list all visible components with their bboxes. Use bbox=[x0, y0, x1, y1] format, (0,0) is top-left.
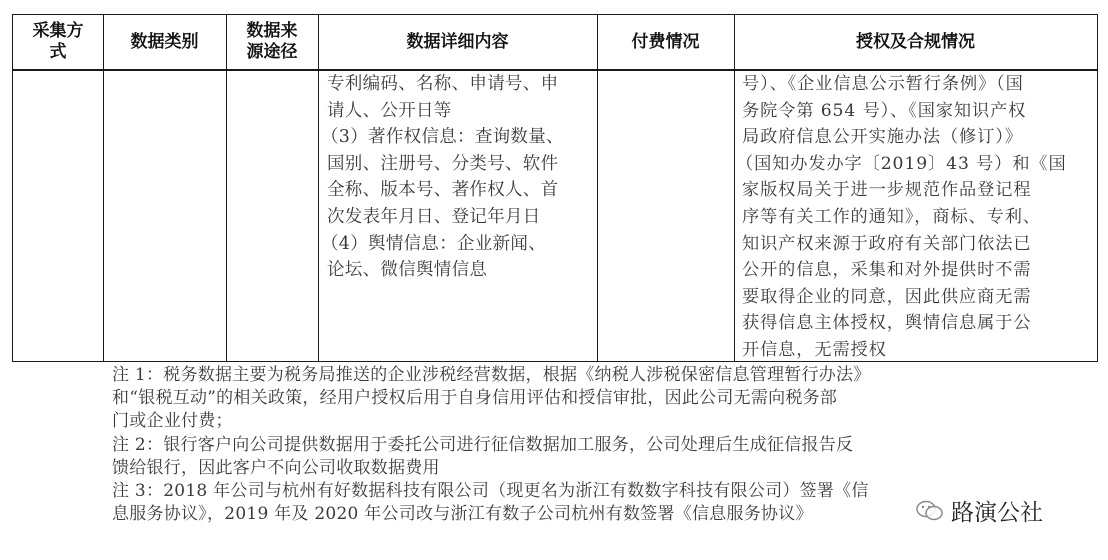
text-line: 要取得企业的同意，因此供应商无需 bbox=[742, 286, 1032, 307]
cell-data-details bbox=[321, 71, 597, 284]
header-collection-method: 采集方 式 bbox=[32, 21, 84, 62]
header-data-category: 数据类别 bbox=[130, 31, 199, 52]
text-line: 开信息，无需授权 bbox=[742, 339, 887, 360]
header-data-details: 数据详细内容 bbox=[406, 31, 509, 52]
note-3-line: 注 3：2018 年公司与杭州有好数据科技有限公司（现更名为浙江有数数字科技有限公司）签署《信 bbox=[112, 481, 869, 502]
text-line: （国知办发办字〔2019〕43 号）和《国 bbox=[736, 153, 1067, 174]
wechat-icon bbox=[915, 499, 945, 523]
text-line: 序等有关工作的通知》，商标、专利、 bbox=[742, 206, 1041, 227]
note-2-line: 馈给银行，因此客户不向公司收取数据费用 bbox=[112, 457, 440, 478]
text-line: 请人、公开日等 bbox=[327, 100, 452, 121]
text-line: 务院令第 654 号）、《国家知识产权 bbox=[742, 100, 1027, 121]
text-line: 公开的信息，采集和对外提供时不需 bbox=[742, 260, 1032, 281]
note-2-line: 注 2：银行客户向公司提供数据用于委托公司进行征信数据加工服务，公司处理后生成征信报告反 bbox=[112, 434, 854, 455]
watermark bbox=[915, 494, 1043, 527]
text-line: 全称、版本号、著作权人、首 bbox=[327, 180, 559, 201]
table-notes bbox=[112, 364, 870, 526]
text-line: （3）著作权信息：查询数量、 bbox=[321, 127, 564, 148]
text-line: 次发表年月日、登记年月日 bbox=[327, 206, 541, 227]
text-line: 论坛、微信舆情信息 bbox=[327, 260, 488, 281]
header-authorization-compliance: 授权及合规情况 bbox=[856, 31, 975, 52]
note-1-line: 注 1：税务数据主要为税务局推送的企业涉税经营数据，根据《纳税人涉税保密信息管理暂行办法》 bbox=[112, 365, 871, 385]
text-line: 获得信息主体授权，舆情信息属于公 bbox=[742, 313, 1032, 334]
note-1-line: 门或企业付费； bbox=[112, 411, 233, 432]
text-line: 知识产权来源于政府有关部门依法已 bbox=[742, 233, 1032, 254]
text-line: 专利编码、名称、申请号、申 bbox=[327, 74, 559, 94]
text-line: 家版权局关于进一步规范作品登记程 bbox=[742, 180, 1032, 201]
watermark-text: 路演公社 bbox=[951, 500, 1043, 526]
text-line: （4）舆情信息：企业新闻、 bbox=[321, 233, 547, 254]
header-payment: 付费情况 bbox=[631, 31, 700, 52]
note-3-line: 息服务协议》，2019 年及 2020 年公司改与浙江有数子公司杭州有数签署《信息服务协议》 bbox=[112, 504, 813, 525]
cell-authorization-compliance bbox=[736, 71, 1097, 364]
data-source-table bbox=[12, 14, 1098, 362]
text-line: 局政府信息公开实施办法（修订）》 bbox=[742, 127, 1023, 148]
text-line: 国别、注册号、分类号、软件 bbox=[327, 153, 559, 174]
note-1-line: 和“银税互动”的相关政策，经用户授权后用于自身信用评估和授信审批，因此公司无需向税务部 bbox=[112, 388, 838, 409]
table-header-row bbox=[13, 15, 1097, 71]
text-line: 号）、《企业信息公示暂行条例》（国 bbox=[742, 74, 1024, 94]
header-data-source: 数据来 源途径 bbox=[246, 21, 298, 62]
